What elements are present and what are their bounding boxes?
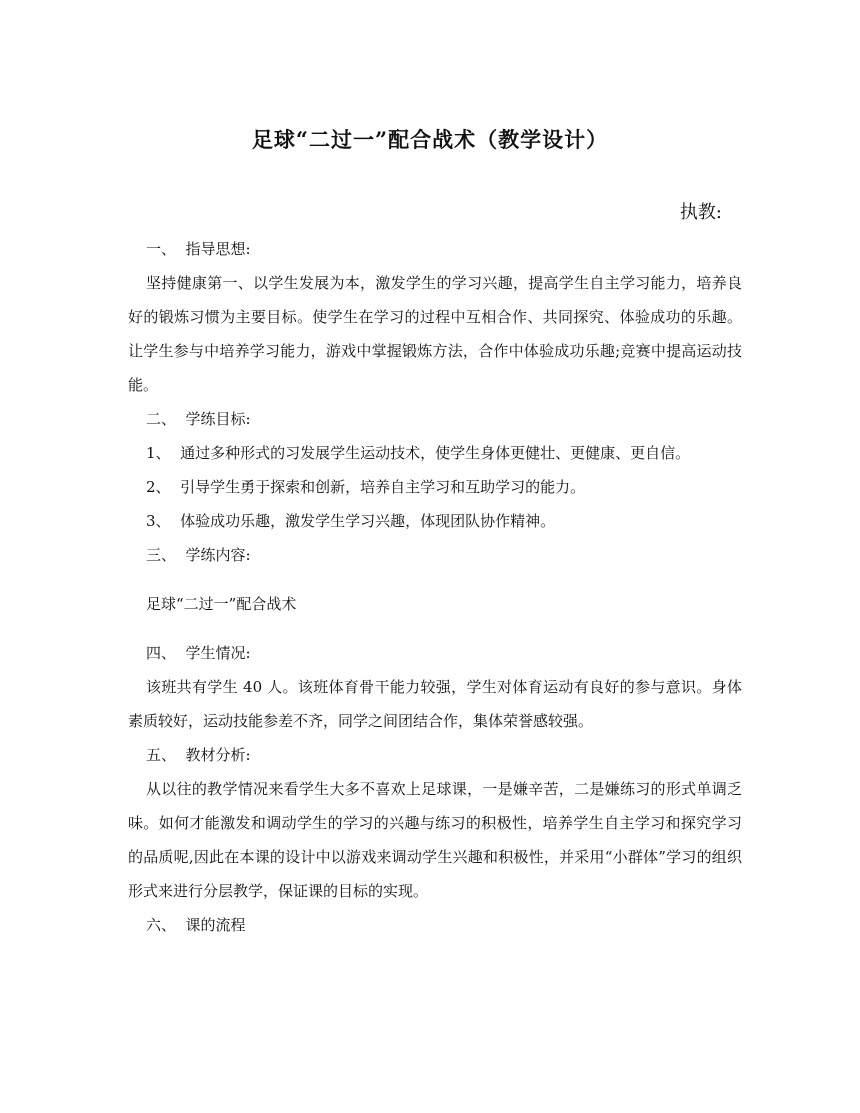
list-item: 2、 引导学生勇于探索和创新，培养自主学习和互助学习的能力。: [146, 478, 586, 496]
section-heading: 三、 学练内容:: [146, 546, 251, 564]
list-item: 1、 通过多种形式的习发展学生运动技术，使学生身体更健壮、更健康、更自信。: [146, 444, 691, 462]
document-title: 足球“二过一”配合战术（教学设计）: [251, 127, 609, 152]
section-paragraph: 该班共有学生 40 人。该班体育骨干能力较强，学生对体育运动有良好的参与意识。身体素质较好，运动技能参差不齐，同学之间团结合作，集体荣誉感较强。: [128, 678, 742, 730]
section-heading: 二、 学练目标:: [146, 410, 251, 428]
section-paragraph: 从以往的教学情况来看学生大多不喜欢上足球课，一是嫌辛苦，二是嫌练习的形式单调乏味。如何才能激发和调动学生的学习的兴趣与练习的积极性，培养学生自主学习和探究学习的品质呢,因此在本课的设计中以游戏来调动学生兴趣和积极性，并采用“小群体”学习的组织形式来进行分层教学，保证课的目标的实现。: [128, 780, 742, 900]
section-heading: 一、 指导思想:: [146, 240, 251, 258]
teacher-label: 执教:: [679, 202, 722, 223]
document-body: [128, 232, 742, 942]
section-heading: 五、 教材分析:: [146, 746, 251, 764]
section-paragraph: 足球“二过一”配合战术: [146, 595, 297, 613]
section-heading: 六、 课的流程: [146, 916, 246, 934]
section-heading: 四、 学生情况:: [146, 644, 251, 662]
section-paragraph: 坚持健康第一、以学生发展为本，激发学生的学习兴趣，提高学生自主学习能力，培养良好的锻炼习惯为主要目标。使学生在学习的过程中互相合作、共同探究、体验成功的乐趣。让学生参与中培养学习能力，游戏中掌握锻炼方法，合作中体验成功乐趣;竞赛中提高运动技能。: [128, 274, 742, 394]
list-item: 3、 体验成功乐趣，激发学生学习兴趣，体现团队协作精神。: [146, 512, 556, 530]
